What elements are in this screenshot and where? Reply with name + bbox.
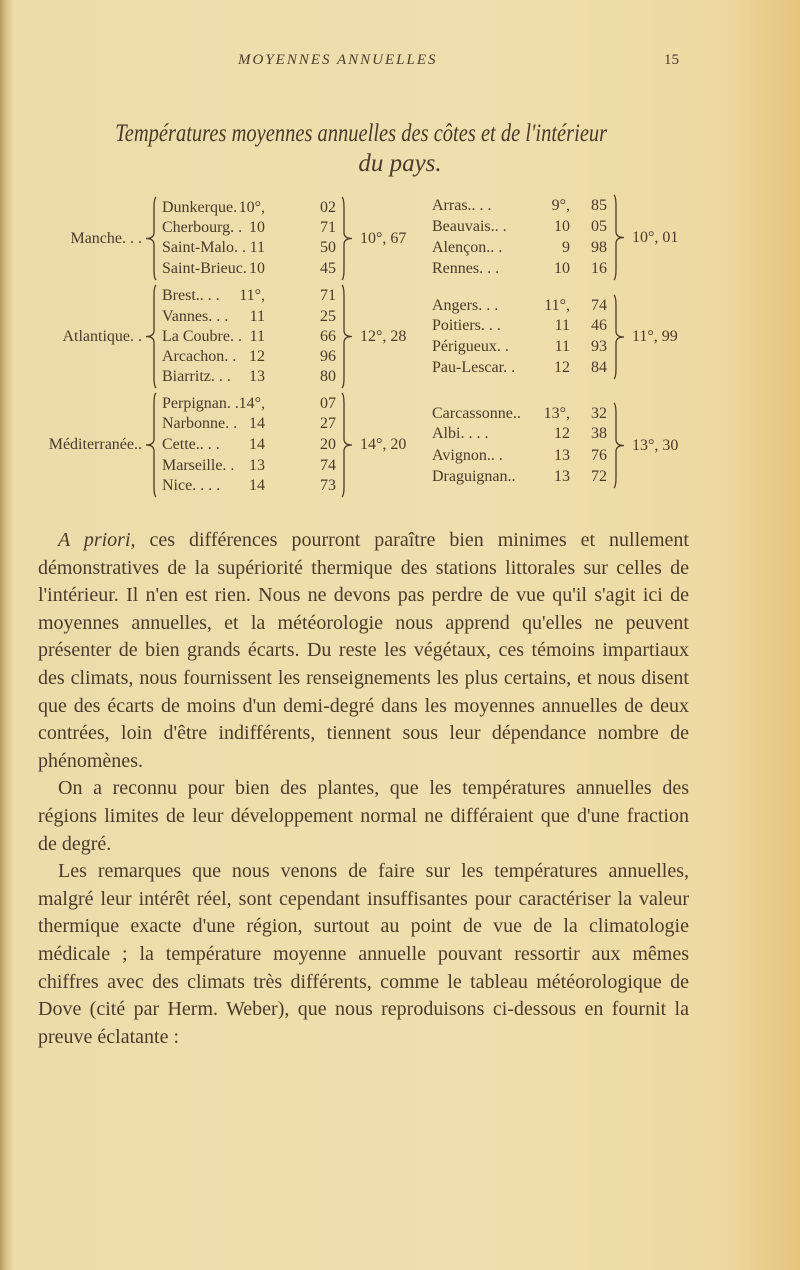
coast-decimals: 80 [320, 368, 336, 385]
inland-city: Poitiers. . . [432, 317, 501, 334]
inland-degrees: 11 [554, 338, 570, 355]
inland-degrees: 13 [554, 468, 570, 485]
inland-degrees: 9°, [551, 197, 570, 214]
inland-decimals: 72 [591, 468, 607, 485]
region-label: Méditerranée.. [48, 436, 142, 453]
left-brace [146, 285, 158, 388]
inland-city: Pau-Lescar. . [432, 359, 516, 376]
a-priori-italic: A priori, [58, 529, 136, 551]
coast-degrees: 13 [249, 457, 265, 474]
inland-city: Draguignan.. [432, 468, 516, 485]
inland-city: Alençon.. . [432, 239, 503, 256]
inland-degrees: 13°, [543, 405, 570, 422]
inland-city: Arras.. . . [432, 197, 492, 214]
coast-degrees: 11°, [239, 287, 265, 304]
coast-mean: 14°, 20 [360, 436, 407, 453]
inland-city: Périgueux. . [432, 338, 509, 355]
left-brace [146, 393, 158, 497]
coast-city: La Coubre. . [162, 328, 242, 345]
inland-city: Beauvais.. . [432, 218, 507, 235]
inland-degrees: 9 [562, 239, 570, 256]
coast-city: Brest.. . . [162, 287, 220, 304]
inland-decimals: 32 [591, 405, 607, 422]
coast-degrees: 12 [249, 348, 265, 365]
right-brace [340, 393, 352, 497]
inland-city: Albi. . . . [432, 425, 489, 442]
inland-city: Rennes. . . [432, 260, 500, 277]
inland-degrees: 11 [554, 317, 570, 334]
inland-mean: 11°, 99 [632, 328, 678, 345]
coast-degrees: 11 [249, 308, 265, 325]
coast-decimals: 25 [320, 308, 336, 325]
coast-decimals: 45 [320, 260, 336, 277]
inland-decimals: 16 [591, 260, 607, 277]
inland-city: Avignon.. . [432, 447, 503, 464]
table-title-continued: du pays. [358, 150, 442, 177]
inland-degrees: 12 [554, 425, 570, 442]
coast-degrees: 14 [249, 415, 265, 432]
right-brace [612, 403, 624, 488]
region-label: Atlantique. . [62, 327, 142, 345]
inland-decimals: 05 [591, 218, 607, 235]
coast-degrees: 11 [249, 328, 265, 345]
inland-degrees: 13 [554, 447, 570, 464]
inland-decimals: 46 [591, 317, 607, 334]
coast-city: Cherbourg. . [162, 219, 243, 236]
inland-decimals: 85 [591, 197, 607, 214]
coast-decimals: 73 [320, 477, 336, 494]
right-brace [340, 197, 352, 280]
paragraph-2: On a reconnu pour bien des plantes, que les températures annuelles des régions limites de leur développement normal ne différaient que d'une fraction de degré. [38, 777, 689, 855]
coast-degrees: 10°, [238, 199, 265, 216]
inland-degrees: 11°, [544, 297, 570, 314]
inland-degrees: 12 [554, 359, 570, 376]
paragraph-3: Les remarques que nous venons de faire sur les températures annuelles, malgré leur intérêt réel, sont cependant insuffisantes pour caractériser la valeur thermique exacte d'une région, surtout au point de vue de la climatologie médicale ; la température moyenne annuelle pouvant ressortir aux mêmes chiffres avec des climats très différents, comme le tableau météorologique de Dove (cité par Herm. Weber), que nous reproduisons ci-dessous en fournit la preuve éclatante : [38, 860, 689, 1048]
coast-city: Saint-Brieuc. [162, 260, 247, 277]
paragraph-1 [38, 527, 689, 775]
coast-city: Vannes. . . [162, 308, 229, 325]
coast-decimals: 74 [320, 457, 336, 474]
coast-mean: 10°, 67 [360, 229, 407, 247]
coast-decimals: 20 [320, 436, 336, 453]
coast-decimals: 71 [320, 287, 336, 304]
right-brace [612, 295, 624, 379]
inland-decimals: 74 [591, 297, 607, 314]
coast-degrees: 14 [249, 477, 265, 494]
inland-mean: 13°, 30 [632, 436, 679, 454]
coast-city: Narbonne. . [162, 415, 238, 432]
coast-decimals: 50 [320, 239, 336, 256]
coast-mean: 12°, 28 [360, 327, 407, 345]
inland-decimals: 38 [591, 425, 607, 442]
inland-degrees: 10 [554, 260, 570, 277]
coast-degrees: 13 [249, 368, 265, 385]
right-brace [612, 195, 624, 280]
coast-decimals: 66 [320, 328, 336, 345]
inland-decimals: 76 [591, 447, 607, 464]
coast-degrees: 11 [249, 239, 265, 256]
inland-decimals: 93 [591, 338, 607, 355]
inland-city: Carcassonne.. [432, 405, 521, 422]
coast-city: Dunkerque. . [162, 199, 246, 216]
inland-mean: 10°, 01 [632, 228, 679, 246]
coast-city: Cette.. . . [162, 436, 220, 453]
paragraph-1-text: ces différences pourront paraître bien minimes et nullement démonstratives de la supériorité thermique des stations littorales sur celles de l'intérieur. Il n'en est rien. Nous ne devons pas perdre de vue qu'il s'agit ici de moyennes annuelles, et la météorologie nous apprend qu'elles ne peuvent présenter de bien grands écarts. Du reste les végétaux, ces témoins impartiaux des climats, nous fournissent les renseignements les plus certains, et nous disent que des écarts de moins d'un demi-degré dans les moyennes annuelles de deux contrées, loin d'être indifférents, tiennent sous leur dépendance nombre de phénomènes. [38, 529, 689, 772]
coast-decimals: 27 [320, 415, 336, 432]
coast-city: Arcachon. . [162, 348, 237, 365]
inland-city: Angers. . . [432, 297, 499, 314]
coast-degrees: 10 [249, 219, 265, 236]
coast-city: Nice. . . . [162, 477, 221, 494]
running-head: MOYENNES ANNUELLES [238, 52, 438, 68]
inland-decimals: 98 [591, 239, 607, 256]
right-brace [340, 285, 352, 388]
coast-city: Marseille. . [162, 457, 235, 474]
coast-city: Biarritz. . . [162, 368, 231, 385]
coast-degrees: 14 [249, 436, 265, 453]
table-title: Températures moyennes annuelles des côtes et de l'intérieur [115, 120, 608, 147]
coast-decimals: 96 [320, 348, 336, 365]
page-number: 15 [664, 52, 679, 68]
inland-degrees: 10 [554, 218, 570, 235]
left-brace [146, 197, 158, 280]
coast-degrees: 10 [249, 260, 265, 277]
coast-degrees: 14°, [238, 395, 265, 412]
coast-city: Saint-Malo. . [162, 239, 246, 256]
body-text [38, 527, 689, 1051]
coast-decimals: 71 [320, 219, 336, 236]
region-label: Manche. . . [70, 229, 142, 247]
inland-decimals: 84 [591, 359, 607, 376]
coast-decimals: 02 [320, 199, 336, 216]
coast-decimals: 07 [320, 395, 336, 412]
coast-city: Perpignan. . [162, 395, 239, 412]
